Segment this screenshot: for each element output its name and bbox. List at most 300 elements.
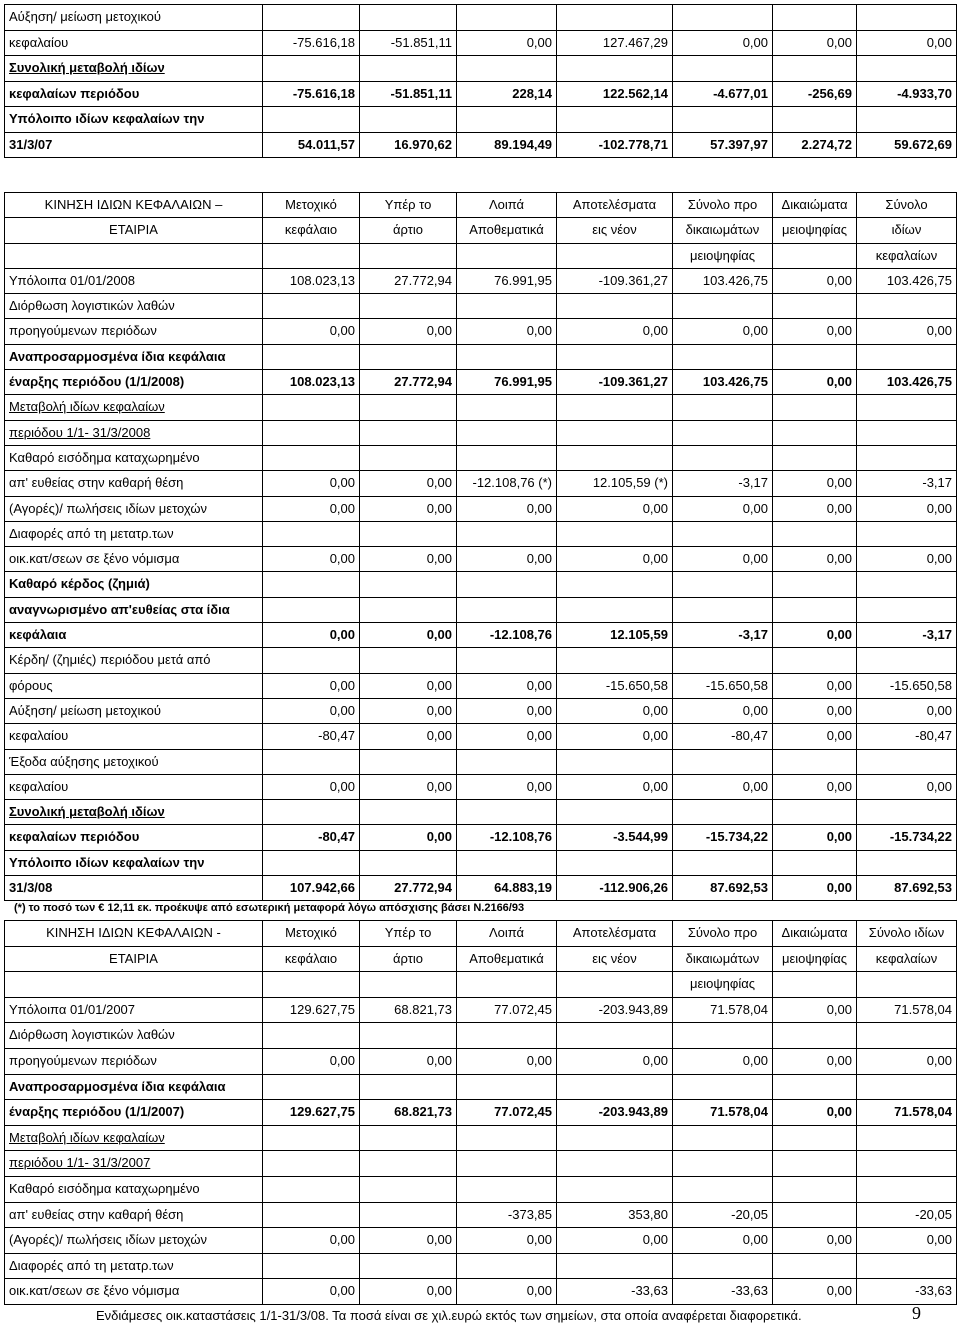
row-value: -373,85 xyxy=(457,1202,557,1228)
row-label: Έξοδα αύξησης μετοχικού xyxy=(5,749,263,774)
row-value: 0,00 xyxy=(263,1228,360,1254)
row-label: περιόδου 1/1- 31/3/2007 xyxy=(5,1151,263,1177)
header-title: ΕΤΑΙΡΙΑ xyxy=(5,218,263,243)
row-value: -20,05 xyxy=(857,1202,957,1228)
row-value xyxy=(360,344,457,369)
column-header: Υπέρ το xyxy=(360,921,457,947)
row-label: Αύξηση/ μείωση μετοχικού xyxy=(5,5,263,31)
row-value xyxy=(360,521,457,546)
column-header: κεφαλαίων xyxy=(857,243,957,268)
row-value: 77.072,45 xyxy=(457,997,557,1023)
row-value: 71.578,04 xyxy=(673,997,773,1023)
row-value xyxy=(857,107,957,133)
row-value: 0,00 xyxy=(360,673,457,698)
row-value: 0,00 xyxy=(557,319,673,344)
table-row xyxy=(5,395,957,420)
row-label: κεφαλαίου xyxy=(5,774,263,799)
row-value: 0,00 xyxy=(773,825,857,850)
row-value: 0,00 xyxy=(773,698,857,723)
row-value: -15.734,22 xyxy=(673,825,773,850)
equity-table-continued xyxy=(4,4,957,158)
column-header xyxy=(457,972,557,998)
column-header xyxy=(263,972,360,998)
row-value: 0,00 xyxy=(360,1048,457,1074)
row-value xyxy=(857,420,957,445)
table-row xyxy=(5,825,957,850)
row-value: 0,00 xyxy=(673,496,773,521)
row-value xyxy=(673,1151,773,1177)
row-value xyxy=(263,294,360,319)
row-value xyxy=(857,572,957,597)
row-value: -109.361,27 xyxy=(557,268,673,293)
row-value xyxy=(557,749,673,774)
row-value xyxy=(557,1151,673,1177)
row-value xyxy=(360,1151,457,1177)
row-label: Συνολική μεταβολή ιδίων xyxy=(5,56,263,82)
row-value: 71.578,04 xyxy=(673,1100,773,1126)
row-value xyxy=(857,850,957,875)
row-value: 0,00 xyxy=(263,1048,360,1074)
row-value: 0,00 xyxy=(773,547,857,572)
row-value xyxy=(457,1151,557,1177)
row-value: 54.011,57 xyxy=(263,132,360,158)
row-value: 0,00 xyxy=(773,673,857,698)
row-value: -80,47 xyxy=(857,724,957,749)
row-value xyxy=(673,294,773,319)
row-value: 122.562,14 xyxy=(557,81,673,107)
row-value xyxy=(673,1023,773,1049)
row-value: 0,00 xyxy=(263,1279,360,1305)
row-label: 31/3/08 xyxy=(5,876,263,901)
table-row xyxy=(5,1279,957,1305)
row-value: -102.778,71 xyxy=(557,132,673,158)
row-value: 0,00 xyxy=(673,698,773,723)
table-row xyxy=(5,30,957,56)
row-value: 16.970,62 xyxy=(360,132,457,158)
row-value xyxy=(557,597,673,622)
row-value: 68.821,73 xyxy=(360,1100,457,1126)
row-value xyxy=(773,395,857,420)
table-row xyxy=(5,1074,957,1100)
table-row xyxy=(5,1151,957,1177)
row-value: 0,00 xyxy=(263,673,360,698)
row-value: -3,17 xyxy=(857,623,957,648)
row-value: 0,00 xyxy=(773,997,857,1023)
table-row xyxy=(5,698,957,723)
header-row xyxy=(5,972,957,998)
row-value: 129.627,75 xyxy=(263,1100,360,1126)
equity-table-2008 xyxy=(4,192,957,901)
column-header: Μετοχικό xyxy=(263,193,360,218)
table-row xyxy=(5,1023,957,1049)
row-value: 103.426,75 xyxy=(857,370,957,395)
row-value xyxy=(557,5,673,31)
row-label: Διαφορές από τη μετατρ.των xyxy=(5,521,263,546)
row-value: 0,00 xyxy=(773,30,857,56)
row-value: -80,47 xyxy=(263,825,360,850)
row-value xyxy=(673,800,773,825)
row-label: προηγούμενων περιόδων xyxy=(5,1048,263,1074)
row-value xyxy=(857,344,957,369)
row-value xyxy=(673,395,773,420)
row-value xyxy=(773,56,857,82)
row-value: -12.108,76 xyxy=(457,623,557,648)
row-value: 0,00 xyxy=(673,1048,773,1074)
row-label: Αναπροσαρμοσμένα ίδια κεφάλαια xyxy=(5,1074,263,1100)
row-value: 0,00 xyxy=(457,673,557,698)
row-value: 0,00 xyxy=(360,547,457,572)
row-value: -15.734,22 xyxy=(857,825,957,850)
row-value xyxy=(673,1253,773,1279)
header-row xyxy=(5,193,957,218)
row-value: 0,00 xyxy=(263,547,360,572)
row-value: -51.851,11 xyxy=(360,30,457,56)
row-value xyxy=(857,1176,957,1202)
footnote: (*) το ποσό των € 12,11 εκ. προέκυψε από εσωτερική μεταφορά λόγω απόσχισης βάσει Ν.2166/93 xyxy=(14,902,525,914)
row-value xyxy=(857,800,957,825)
row-value: 0,00 xyxy=(457,698,557,723)
row-value: 0,00 xyxy=(457,774,557,799)
column-header: Δικαιώματα xyxy=(773,921,857,947)
row-value: 0,00 xyxy=(457,1228,557,1254)
row-value xyxy=(773,344,857,369)
column-header: κεφάλαιο xyxy=(263,946,360,972)
row-value xyxy=(557,56,673,82)
row-value: -12.108,76 xyxy=(457,825,557,850)
row-value: -12.108,76 (*) xyxy=(457,471,557,496)
table-row xyxy=(5,774,957,799)
row-label: προηγούμενων περιόδων xyxy=(5,319,263,344)
row-label: απ' ευθείας στην καθαρή θέση xyxy=(5,1202,263,1228)
row-value xyxy=(857,1125,957,1151)
row-value xyxy=(673,648,773,673)
column-header xyxy=(263,243,360,268)
row-value: 0,00 xyxy=(360,496,457,521)
row-value: 0,00 xyxy=(857,30,957,56)
row-value: 0,00 xyxy=(360,319,457,344)
row-value xyxy=(457,521,557,546)
table-row xyxy=(5,81,957,107)
table-row xyxy=(5,56,957,82)
table-row xyxy=(5,800,957,825)
row-value xyxy=(263,1023,360,1049)
row-value: 0,00 xyxy=(857,319,957,344)
table-row xyxy=(5,268,957,293)
header-title: ΚΙΝΗΣΗ ΙΔΙΩΝ ΚΕΦΑΛΑΙΩΝ - xyxy=(5,921,263,947)
row-value xyxy=(673,5,773,31)
row-value: -4.933,70 xyxy=(857,81,957,107)
row-label: Μεταβολή ιδίων κεφαλαίων xyxy=(5,1125,263,1151)
row-value xyxy=(263,1151,360,1177)
row-label: Υπόλοιπα 01/01/2007 xyxy=(5,997,263,1023)
row-value xyxy=(360,294,457,319)
table-row xyxy=(5,876,957,901)
row-value xyxy=(857,294,957,319)
row-value xyxy=(263,648,360,673)
row-value: 103.426,75 xyxy=(673,370,773,395)
row-label: Υπόλοιπα 01/01/2008 xyxy=(5,268,263,293)
row-value: 0,00 xyxy=(673,30,773,56)
row-value xyxy=(773,749,857,774)
row-value xyxy=(773,1202,857,1228)
table-row xyxy=(5,623,957,648)
row-value xyxy=(673,749,773,774)
row-value: 129.627,75 xyxy=(263,997,360,1023)
row-value: -80,47 xyxy=(673,724,773,749)
row-value xyxy=(773,5,857,31)
column-header: Μετοχικό xyxy=(263,921,360,947)
row-value xyxy=(673,572,773,597)
row-value xyxy=(457,395,557,420)
row-value xyxy=(457,800,557,825)
row-value xyxy=(557,395,673,420)
table-row xyxy=(5,673,957,698)
row-value xyxy=(360,597,457,622)
row-value: -203.943,89 xyxy=(557,1100,673,1126)
column-header xyxy=(360,243,457,268)
row-value: 27.772,94 xyxy=(360,268,457,293)
row-value xyxy=(557,1176,673,1202)
row-label: κεφαλαίου xyxy=(5,724,263,749)
column-header: δικαιωμάτων xyxy=(673,218,773,243)
row-value: -80,47 xyxy=(263,724,360,749)
table-row xyxy=(5,648,957,673)
row-value xyxy=(360,800,457,825)
row-value: 0,00 xyxy=(457,319,557,344)
row-value xyxy=(857,5,957,31)
row-value: 64.883,19 xyxy=(457,876,557,901)
row-value xyxy=(360,395,457,420)
row-value xyxy=(457,850,557,875)
row-value xyxy=(457,597,557,622)
row-value xyxy=(263,420,360,445)
table-row xyxy=(5,1176,957,1202)
row-value xyxy=(557,344,673,369)
header-row xyxy=(5,921,957,947)
equity-table-2007 xyxy=(4,920,957,1305)
row-value xyxy=(773,572,857,597)
row-value xyxy=(557,572,673,597)
column-header: άρτιο xyxy=(360,946,457,972)
row-value: 0,00 xyxy=(457,724,557,749)
column-header: Λοιπά xyxy=(457,921,557,947)
table-row xyxy=(5,1048,957,1074)
row-value xyxy=(263,850,360,875)
row-value xyxy=(773,521,857,546)
row-value xyxy=(557,107,673,133)
column-header: Σύνολο xyxy=(857,193,957,218)
row-value xyxy=(773,850,857,875)
row-value xyxy=(263,1202,360,1228)
row-value: 0,00 xyxy=(773,370,857,395)
header-row xyxy=(5,218,957,243)
row-value xyxy=(557,1253,673,1279)
row-value xyxy=(857,597,957,622)
row-value xyxy=(557,648,673,673)
row-value: 0,00 xyxy=(857,547,957,572)
column-header: Αποθεματικά xyxy=(457,946,557,972)
column-header: ιδίων xyxy=(857,218,957,243)
row-value xyxy=(360,1023,457,1049)
row-value: 87.692,53 xyxy=(673,876,773,901)
row-value: 0,00 xyxy=(263,774,360,799)
row-label: Υπόλοιπο ιδίων κεφαλαίων την xyxy=(5,107,263,133)
row-value: 0,00 xyxy=(773,1100,857,1126)
header-title xyxy=(5,243,263,268)
row-value xyxy=(263,344,360,369)
row-value: -109.361,27 xyxy=(557,370,673,395)
row-value xyxy=(773,420,857,445)
row-value: 0,00 xyxy=(773,724,857,749)
row-value: 103.426,75 xyxy=(673,268,773,293)
column-header: Σύνολο προ xyxy=(673,921,773,947)
row-value: -256,69 xyxy=(773,81,857,107)
row-value xyxy=(263,1176,360,1202)
row-value xyxy=(857,56,957,82)
row-label: 31/3/07 xyxy=(5,132,263,158)
column-header: μειοψηφίας xyxy=(673,972,773,998)
table-row xyxy=(5,370,957,395)
row-value xyxy=(773,1023,857,1049)
row-value xyxy=(457,56,557,82)
header-title: ΚΙΝΗΣΗ ΙΔΙΩΝ ΚΕΦΑΛΑΙΩΝ – xyxy=(5,193,263,218)
column-header: Αποτελέσματα xyxy=(557,921,673,947)
row-value xyxy=(360,1125,457,1151)
table-row xyxy=(5,1228,957,1254)
row-value: -51.851,11 xyxy=(360,81,457,107)
row-value xyxy=(557,445,673,470)
row-value: 127.467,29 xyxy=(557,30,673,56)
table-row xyxy=(5,420,957,445)
row-label: Αύξηση/ μείωση μετοχικού xyxy=(5,698,263,723)
row-value: 103.426,75 xyxy=(857,268,957,293)
row-value xyxy=(457,1125,557,1151)
row-value: 0,00 xyxy=(263,319,360,344)
row-value xyxy=(360,749,457,774)
table-row xyxy=(5,997,957,1023)
column-header: μειοψηφίας xyxy=(773,218,857,243)
row-value: 0,00 xyxy=(673,547,773,572)
table-row xyxy=(5,294,957,319)
row-value xyxy=(263,56,360,82)
row-value xyxy=(457,1253,557,1279)
header-title: ΕΤΑΙΡΙΑ xyxy=(5,946,263,972)
row-value: 108.023,13 xyxy=(263,268,360,293)
row-value: -4.677,01 xyxy=(673,81,773,107)
table-row xyxy=(5,344,957,369)
row-value xyxy=(457,294,557,319)
row-value xyxy=(263,107,360,133)
row-value xyxy=(263,597,360,622)
row-value: 0,00 xyxy=(360,623,457,648)
header-row xyxy=(5,946,957,972)
row-value xyxy=(857,1074,957,1100)
row-value: 0,00 xyxy=(773,623,857,648)
row-value xyxy=(457,1074,557,1100)
row-value xyxy=(673,850,773,875)
row-value: 0,00 xyxy=(557,724,673,749)
row-value: 71.578,04 xyxy=(857,997,957,1023)
row-label: Μεταβολή ιδίων κεφαλαίων xyxy=(5,395,263,420)
row-value xyxy=(263,521,360,546)
row-label: έναρξης περιόδου (1/1/2008) xyxy=(5,370,263,395)
row-value: -3.544,99 xyxy=(557,825,673,850)
row-value: 27.772,94 xyxy=(360,370,457,395)
row-label: (Αγορές)/ πωλήσεις ιδίων μετοχών xyxy=(5,1228,263,1254)
row-value xyxy=(457,445,557,470)
column-header: κεφάλαιο xyxy=(263,218,360,243)
row-value xyxy=(557,294,673,319)
row-label: Αναπροσαρμοσμένα ίδια κεφάλαια xyxy=(5,344,263,369)
row-value: 0,00 xyxy=(857,1228,957,1254)
header-title xyxy=(5,972,263,998)
row-value: 0,00 xyxy=(673,774,773,799)
row-label: οικ.κατ/σεων σε ξένο νόμισμα xyxy=(5,1279,263,1305)
row-value xyxy=(263,1253,360,1279)
row-value: 2.274,72 xyxy=(773,132,857,158)
row-value xyxy=(857,1023,957,1049)
row-value xyxy=(773,1253,857,1279)
row-value: 0,00 xyxy=(773,774,857,799)
row-label: οικ.κατ/σεων σε ξένο νόμισμα xyxy=(5,547,263,572)
column-header: Σύνολο προ xyxy=(673,193,773,218)
column-header: Δικαιώματα xyxy=(773,193,857,218)
row-value xyxy=(673,521,773,546)
row-value xyxy=(263,800,360,825)
row-label: κεφαλαίων περιόδου xyxy=(5,825,263,850)
column-header xyxy=(457,243,557,268)
row-value: 12.105,59 (*) xyxy=(557,471,673,496)
row-value xyxy=(857,1253,957,1279)
table-row xyxy=(5,1202,957,1228)
row-label: Κέρδη/ (ζημιές) περιόδου μετά από xyxy=(5,648,263,673)
row-value: 0,00 xyxy=(457,30,557,56)
row-value xyxy=(673,445,773,470)
row-value: 57.397,97 xyxy=(673,132,773,158)
row-value: 0,00 xyxy=(557,698,673,723)
row-value: 0,00 xyxy=(773,876,857,901)
header-row xyxy=(5,243,957,268)
row-value xyxy=(360,445,457,470)
row-value xyxy=(773,107,857,133)
row-value: 0,00 xyxy=(457,1048,557,1074)
table-row xyxy=(5,496,957,521)
row-value: 71.578,04 xyxy=(857,1100,957,1126)
row-value: 76.991,95 xyxy=(457,370,557,395)
row-value xyxy=(773,1176,857,1202)
table-row xyxy=(5,1125,957,1151)
row-value: -203.943,89 xyxy=(557,997,673,1023)
row-value xyxy=(557,1074,673,1100)
row-value xyxy=(673,107,773,133)
table-row xyxy=(5,724,957,749)
row-value xyxy=(263,445,360,470)
row-label: φόρους xyxy=(5,673,263,698)
row-value xyxy=(360,5,457,31)
row-value xyxy=(360,850,457,875)
row-value: -33,63 xyxy=(857,1279,957,1305)
row-value xyxy=(457,648,557,673)
row-value xyxy=(360,1176,457,1202)
row-value: 108.023,13 xyxy=(263,370,360,395)
row-value xyxy=(773,800,857,825)
table-row xyxy=(5,850,957,875)
row-value xyxy=(773,597,857,622)
row-label: Συνολική μεταβολή ιδίων xyxy=(5,800,263,825)
column-header: κεφαλαίων xyxy=(857,946,957,972)
row-label: κεφάλαια xyxy=(5,623,263,648)
row-value xyxy=(263,749,360,774)
